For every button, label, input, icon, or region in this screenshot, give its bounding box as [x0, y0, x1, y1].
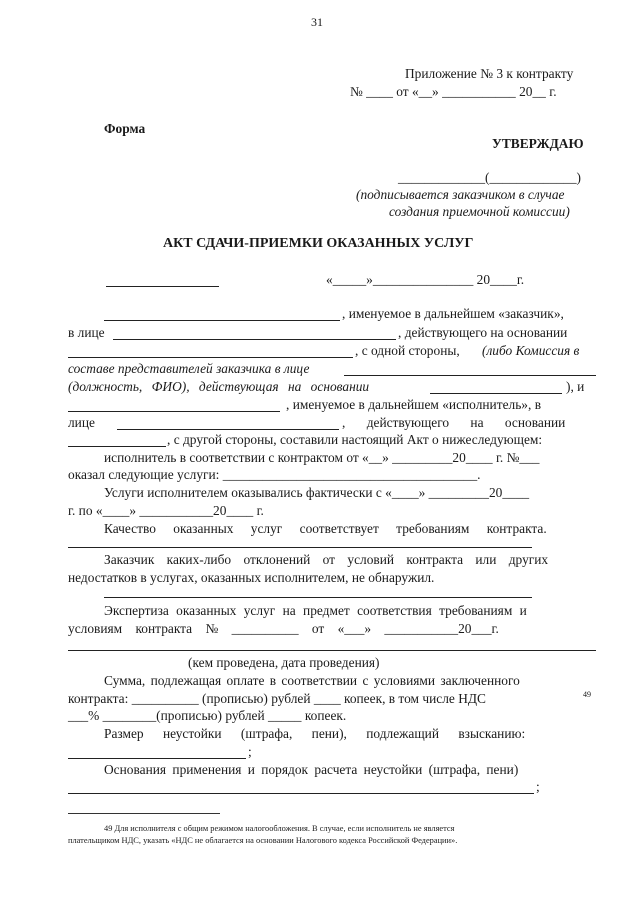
executor-name-line: [68, 411, 280, 412]
footnote-line-1: 49 Для исполнителя с общим режимом налогообложения. В случае, если исполнитель не является: [104, 824, 455, 833]
penalty-basis-line: [68, 793, 534, 794]
body-line-23: ;: [248, 744, 252, 759]
signature-line: _____________(_____________): [398, 170, 581, 185]
approve-note-2: создания приемочной комиссии): [389, 204, 570, 219]
body-line-9: исполнитель в соответствии с контрактом от «__» _________20____ г. №___: [104, 450, 540, 465]
approve-title: УТВЕРЖДАЮ: [492, 136, 584, 151]
footnote-separator: [68, 813, 220, 814]
customer-name-line: [104, 320, 340, 321]
basis-line-2: [430, 393, 562, 394]
body-line-3b: (либо Комиссия в: [482, 343, 580, 358]
place-line: [106, 286, 219, 287]
body-line-21: ___% ________(прописью) рублей _____ копеек.: [68, 708, 347, 723]
body-line-15: недостатков в услугах, оказанных исполнителем, не обнаружил.: [68, 570, 435, 585]
basis-line-3: [68, 446, 166, 447]
body-line-17: условиям контракта № __________ от «___» ___________20___г.: [68, 621, 499, 636]
defects-line: [104, 597, 532, 598]
body-line-4: составе представителей заказчика в лице: [68, 361, 310, 376]
customer-rep-line: [113, 339, 396, 340]
page-number: 31: [311, 15, 323, 29]
body-line-11: Услуги исполнителем оказывались фактически с «____» _________20____: [104, 485, 530, 500]
body-line-7a: лице: [68, 415, 95, 430]
body-line-8: , с другой стороны, составили настоящий Акт о нижеследующем:: [167, 432, 543, 447]
body-line-7b: , действующего на основании: [342, 415, 566, 430]
body-line-16: Экспертиза оказанных услуг на предмет соответствия требованиям и: [104, 603, 527, 618]
body-line-2b: , действующего на основании: [398, 325, 568, 340]
body-line-20: контракта: __________ (прописью) рублей ____ копеек, в том числе НДС: [68, 691, 486, 706]
body-line-3a: , с одной стороны,: [355, 343, 460, 358]
approve-note-1: (подписывается заказчиком в случае: [356, 187, 565, 202]
footnote-ref: 49: [583, 690, 591, 699]
body-line-1: , именуемое в дальнейшем «заказчик»,: [342, 306, 564, 321]
executor-rep-line: [117, 429, 339, 430]
expertise-line: [68, 650, 596, 651]
act-date-line: «_____»_______________ 20____г.: [326, 272, 525, 287]
footnote-line-2: плательщиком НДС, указать «НДС не облагается на основании Налогового кодекса Российской Федерации».: [68, 836, 458, 845]
quality-line: [68, 547, 532, 548]
body-line-22: Размер неустойки (штрафа, пени), подлежащий взысканию:: [104, 726, 526, 741]
basis-line-1: [68, 357, 353, 358]
body-line-19: Сумма, подлежащая оплате в соответствии с условиями заключенного: [104, 673, 520, 688]
body-line-24: Основания применения и порядок расчета неустойки (штрафа, пени): [104, 762, 519, 777]
body-line-5b: ), и: [566, 379, 585, 394]
body-line-10: оказал следующие услуги: ______________________________________.: [68, 467, 481, 482]
form-label: Форма: [104, 121, 146, 136]
commission-line: [344, 375, 596, 376]
body-line-25: ;: [536, 779, 540, 794]
body-line-14: Заказчик каких-либо отклонений от условий контракта или других: [104, 552, 549, 567]
body-line-5a: (должность, ФИО), действующая на основании: [68, 379, 370, 394]
body-line-13: Качество оказанных услуг соответствует требованиям контракта.: [104, 521, 547, 536]
contract-number-date: № ____ от «__» ___________ 20__ г.: [350, 84, 557, 99]
body-line-18: (кем проведена, дата проведения): [188, 655, 380, 670]
penalty-line: [68, 758, 246, 759]
appendix-label: Приложение № 3 к контракту: [405, 66, 574, 81]
body-line-6: , именуемое в дальнейшем «исполнитель», в: [286, 397, 542, 412]
body-line-2a: в лице: [68, 325, 105, 340]
act-title: АКТ СДАЧИ-ПРИЕМКИ ОКАЗАННЫХ УСЛУГ: [163, 236, 474, 251]
body-line-12: г. по «____» ___________20____ г.: [68, 503, 264, 518]
